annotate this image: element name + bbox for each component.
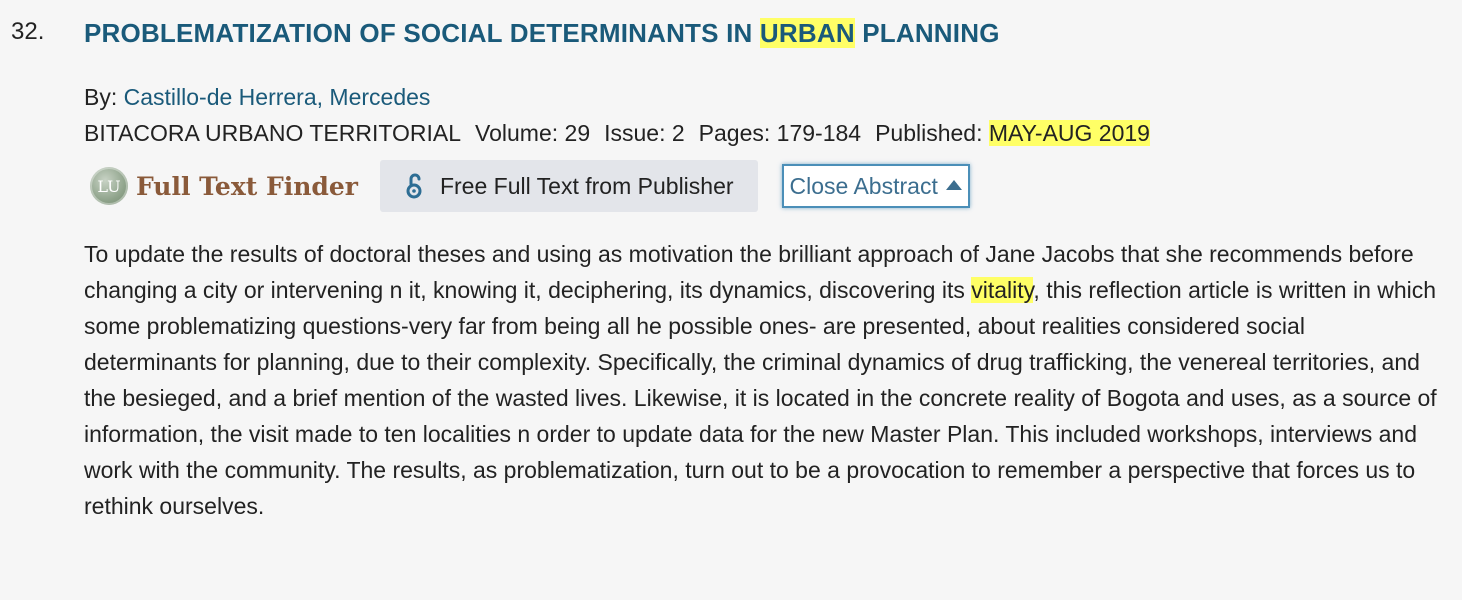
abstract-part2: , this reflection article is written in which some problematizing questions-very far from being all he possible ones- are presented, about realities considered social determinants for planning, due to their complexity. Specifically, the criminal dynamics of drug trafficking, the venereal territories, and the besieged, and a brief mention of the wasted lives. Likewise, it is located in the concrete reality of Bogota and uses, as a source of information, the visit made to ten localities n order to update data for the new Master Plan. This included workshops, interviews and work with the community. The results, as problematization, turn out to be a provocation to remember a perspective that forces us to rethink ourselves. <box>84 277 1437 519</box>
source-line <box>84 120 1150 147</box>
pages: Pages: 179-184 <box>698 120 862 146</box>
record-actions <box>84 160 970 212</box>
title-highlight: URBAN <box>759 18 855 48</box>
by-label: By: <box>84 84 124 110</box>
author-link[interactable]: Castillo-de Herrera, Mercedes <box>123 84 431 110</box>
free-full-text-button[interactable] <box>380 160 758 212</box>
open-access-lock-icon <box>402 172 426 200</box>
full-text-finder-label: Full Text Finder <box>136 171 358 201</box>
full-text-finder-logo-icon: LU <box>90 167 128 205</box>
journal-name: BITACORA URBANO TERRITORIAL <box>84 120 462 146</box>
free-full-text-label: Free Full Text from Publisher <box>439 172 734 199</box>
record-number: 32. <box>11 18 45 45</box>
issue: Issue: 2 <box>604 120 685 146</box>
abstract-part1: To update the results of doctoral theses and using as motivation the brilliant approach of Jane Jacobs that she recommends before changing a city or intervening n it, knowing it, deciphering, its dynamics, discovering its <box>84 241 1414 303</box>
title-text-after: PLANNING <box>854 18 1000 48</box>
full-text-finder-link[interactable] <box>84 160 358 212</box>
published-label: Published: <box>875 120 989 146</box>
close-abstract-label: Close Abstract <box>789 172 938 199</box>
published-date: MAY-AUG 2019 <box>988 120 1150 146</box>
record-title-link[interactable] <box>84 18 1000 49</box>
caret-up-icon <box>946 180 962 190</box>
abstract-highlight: vitality <box>971 277 1034 303</box>
volume: Volume: 29 <box>475 120 591 146</box>
abstract-text <box>84 236 1444 524</box>
authors-line <box>84 84 430 111</box>
title-text-before: PROBLEMATIZATION OF SOCIAL DETERMINANTS IN <box>84 18 760 48</box>
close-abstract-button[interactable] <box>782 164 970 208</box>
